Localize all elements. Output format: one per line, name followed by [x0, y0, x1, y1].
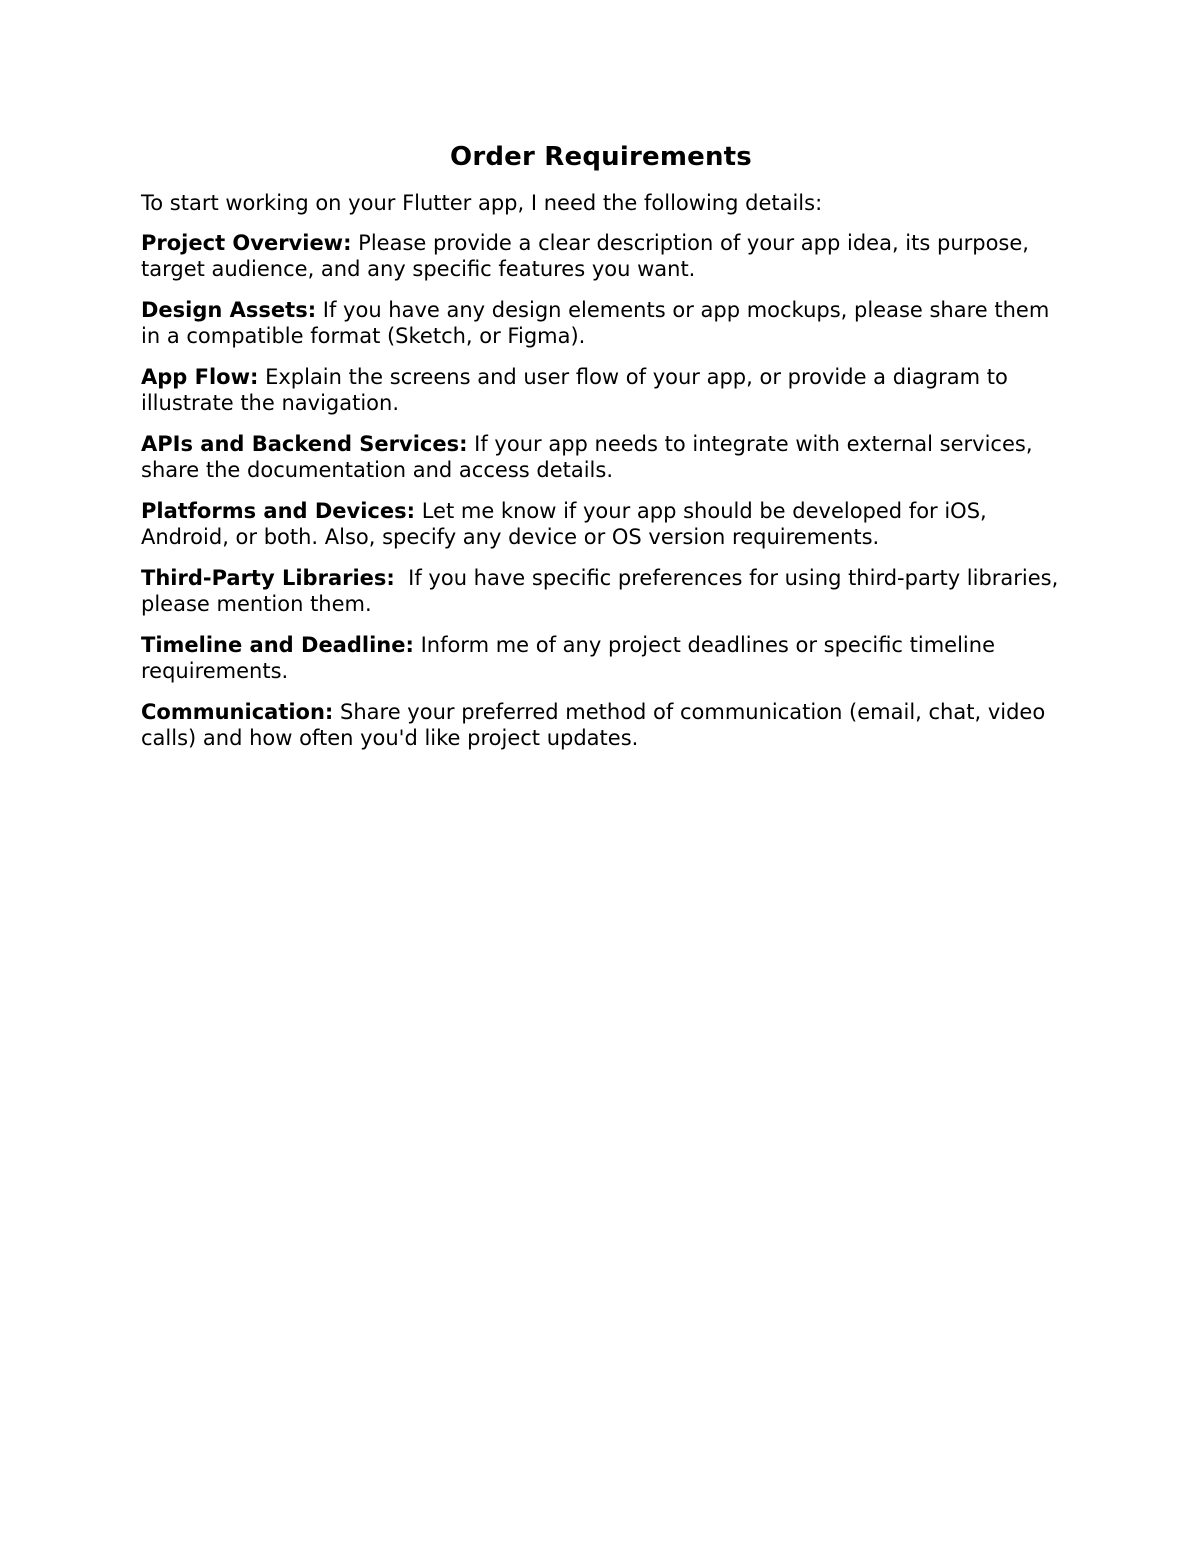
document-title: Order Requirements	[450, 142, 752, 172]
requirement-text: If you have specific preferences for using third-party libraries, please mention them.	[141, 566, 1065, 616]
requirement-term: APIs and Backend Services:	[141, 432, 468, 456]
requirement-text: If your app needs to integrate with external services, share the documentation and access details.	[141, 432, 1033, 482]
requirement-text: Let me know if your app should be developed for iOS, Android, or both. Also, specify any device or OS version requirements.	[141, 499, 987, 549]
requirement-term: App Flow:	[141, 365, 259, 389]
requirement-term: Design Assets:	[141, 298, 317, 322]
requirement-timeline-deadline	[141, 632, 1061, 684]
requirement-term: Project Overview:	[141, 231, 352, 255]
requirement-text: Share your preferred method of communication (email, chat, video calls) and how often you'd like project updates.	[141, 700, 1046, 750]
requirement-term: Timeline and Deadline:	[141, 633, 414, 657]
requirement-text: Explain the screens and user flow of your app, or provide a diagram to illustrate the navigation.	[141, 365, 1008, 415]
requirement-apis-backend	[141, 431, 1061, 483]
document-content	[141, 140, 1065, 766]
requirement-project-overview	[141, 230, 1061, 282]
requirement-platforms-devices	[141, 498, 1061, 550]
intro-paragraph: To start working on your Flutter app, I need the following details:	[141, 191, 823, 215]
requirement-third-party-libraries	[141, 565, 1065, 617]
requirement-text: If you have any design elements or app mockups, please share them in a compatible format (Sketch, or Figma).	[141, 298, 1050, 348]
requirement-design-assets	[141, 297, 1061, 349]
requirement-term: Platforms and Devices:	[141, 499, 416, 523]
requirement-text: Please provide a clear description of your app idea, its purpose, target audience, and any specific features you want.	[141, 231, 1029, 281]
requirement-app-flow	[141, 364, 1061, 416]
requirement-term: Communication:	[141, 700, 334, 724]
requirement-term: Third-Party Libraries:	[141, 566, 395, 590]
requirement-text: Inform me of any project deadlines or specific timeline requirements.	[141, 633, 995, 683]
requirement-communication	[141, 699, 1061, 751]
